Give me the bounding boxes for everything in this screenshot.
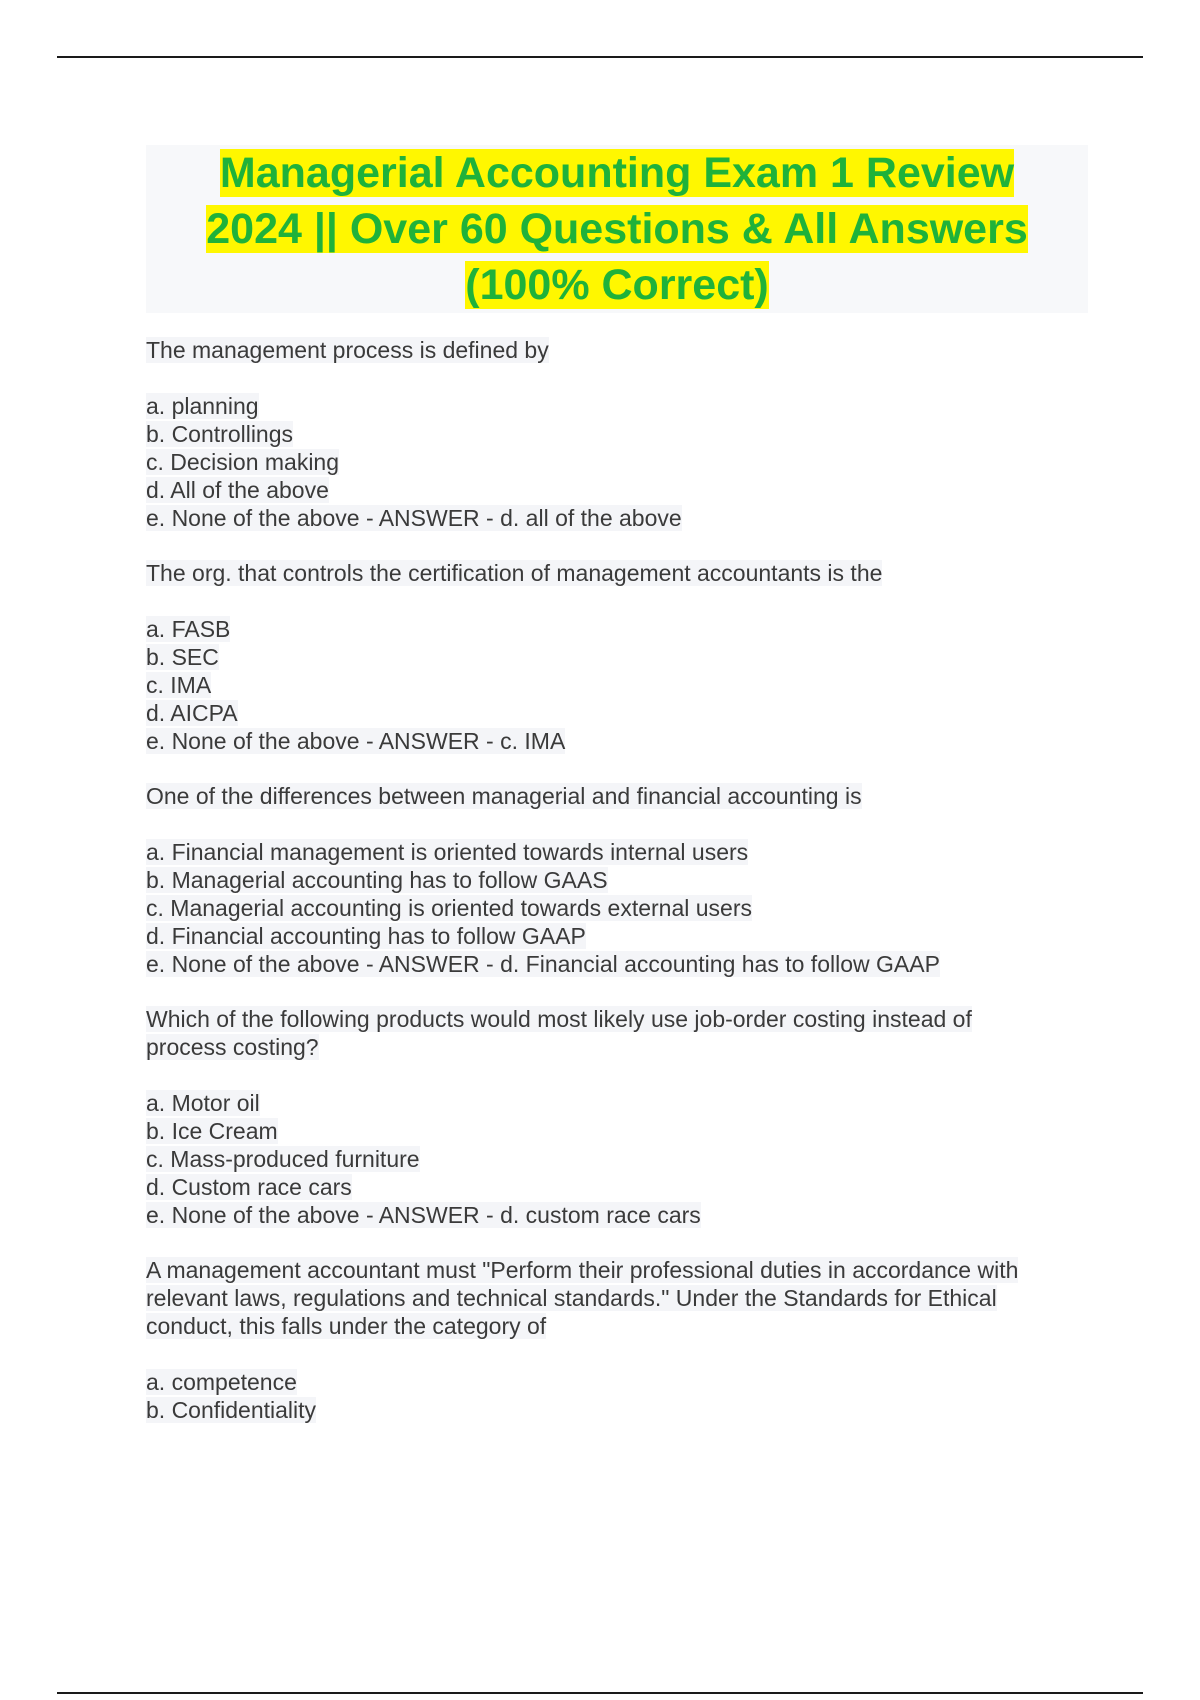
option-list bbox=[146, 838, 1096, 978]
option: c. Mass-produced furniture bbox=[146, 1146, 420, 1172]
title-line-3: (100% Correct) bbox=[465, 261, 769, 309]
option: a. Financial management is oriented towards internal users bbox=[146, 839, 749, 865]
option-list bbox=[146, 1089, 1096, 1229]
answer-option: e. None of the above - ANSWER - c. IMA bbox=[146, 728, 566, 754]
option: c. IMA bbox=[146, 672, 212, 698]
option: d. AICPA bbox=[146, 700, 238, 726]
option: d. Custom race cars bbox=[146, 1174, 352, 1200]
question-list bbox=[146, 336, 1096, 1451]
top-rule bbox=[57, 56, 1143, 58]
title-line-2: 2024 || Over 60 Questions & All Answers bbox=[206, 205, 1028, 253]
question-text: The org. that controls the certification of management accountants is the bbox=[146, 560, 883, 586]
option: c. Managerial accounting is oriented towards external users bbox=[146, 895, 752, 921]
question-text-line: conduct, this falls under the category of bbox=[146, 1313, 547, 1339]
option: c. Decision making bbox=[146, 449, 340, 475]
question-text-line: A management accountant must "Perform their professional duties in accordance with bbox=[146, 1257, 1019, 1283]
question-text-line: Which of the following products would most likely use job-order costing instead of bbox=[146, 1006, 972, 1032]
option: a. competence bbox=[146, 1369, 297, 1395]
bottom-rule bbox=[57, 1692, 1143, 1694]
question-text-line: process costing? bbox=[146, 1034, 319, 1060]
option: d. All of the above bbox=[146, 477, 329, 503]
title-line-1: Managerial Accounting Exam 1 Review bbox=[219, 149, 1015, 197]
option: a. FASB bbox=[146, 616, 231, 642]
option: a. planning bbox=[146, 393, 259, 419]
answer-option: e. None of the above - ANSWER - d. all of the above bbox=[146, 505, 682, 531]
option: d. Financial accounting has to follow GAAP bbox=[146, 923, 586, 949]
option: b. SEC bbox=[146, 644, 219, 670]
question-text: The management process is defined by bbox=[146, 337, 549, 363]
option: b. Controllings bbox=[146, 421, 294, 447]
answer-option: e. None of the above - ANSWER - d. Financial accounting has to follow GAAP bbox=[146, 951, 940, 977]
question-text: One of the differences between managerial and financial accounting is bbox=[146, 783, 862, 809]
document-title bbox=[146, 145, 1088, 313]
option-list bbox=[146, 1368, 1096, 1424]
option-list bbox=[146, 392, 1096, 532]
question-4 bbox=[146, 1005, 1096, 1229]
answer-option: e. None of the above - ANSWER - d. custom race cars bbox=[146, 1202, 701, 1228]
option: b. Ice Cream bbox=[146, 1118, 278, 1144]
question-5 bbox=[146, 1256, 1096, 1424]
option: b. Confidentiality bbox=[146, 1397, 317, 1423]
option: a. Motor oil bbox=[146, 1090, 260, 1116]
question-2 bbox=[146, 559, 1096, 755]
option: b. Managerial accounting has to follow GAAS bbox=[146, 867, 608, 893]
question-3 bbox=[146, 782, 1096, 978]
option-list bbox=[146, 615, 1096, 755]
question-text-line: relevant laws, regulations and technical standards." Under the Standards for Ethical bbox=[146, 1285, 997, 1311]
question-1 bbox=[146, 336, 1096, 532]
